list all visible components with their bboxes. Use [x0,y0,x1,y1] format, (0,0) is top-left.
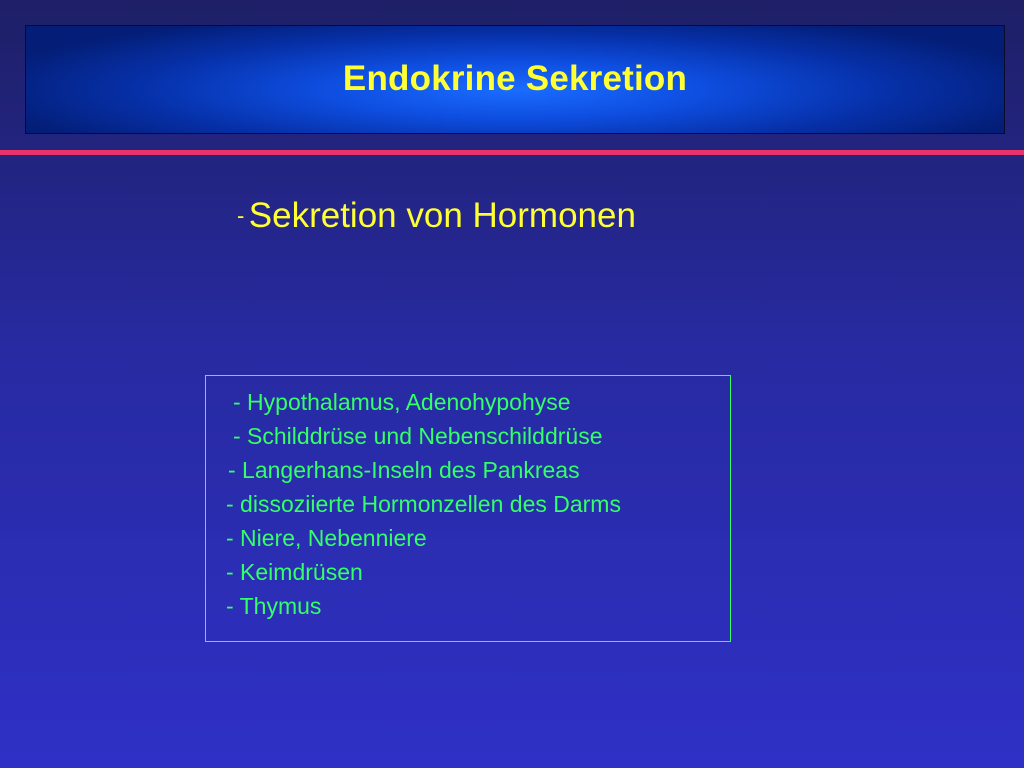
subtitle [237,196,636,236]
list-item: - Niere, Nebenniere [226,525,427,551]
title-banner [25,25,1005,134]
list-item: - dissoziierte Hormonzellen des Darms [226,491,621,517]
list-item: - Langerhans-Inseln des Pankreas [228,457,580,483]
subtitle-dash: - [237,203,245,228]
list-item: - Thymus [226,593,322,619]
list-item: - Hypothalamus, Adenohypohyse [233,389,571,415]
gland-list-box [205,375,731,642]
title-divider [0,150,1024,155]
list-item: - Keimdrüsen [226,559,363,585]
subtitle-text: Sekretion von Hormonen [248,196,636,235]
list-item: - Schilddrüse und Nebenschilddrüse [233,423,603,449]
slide-title: Endokrine Sekretion [342,58,688,98]
